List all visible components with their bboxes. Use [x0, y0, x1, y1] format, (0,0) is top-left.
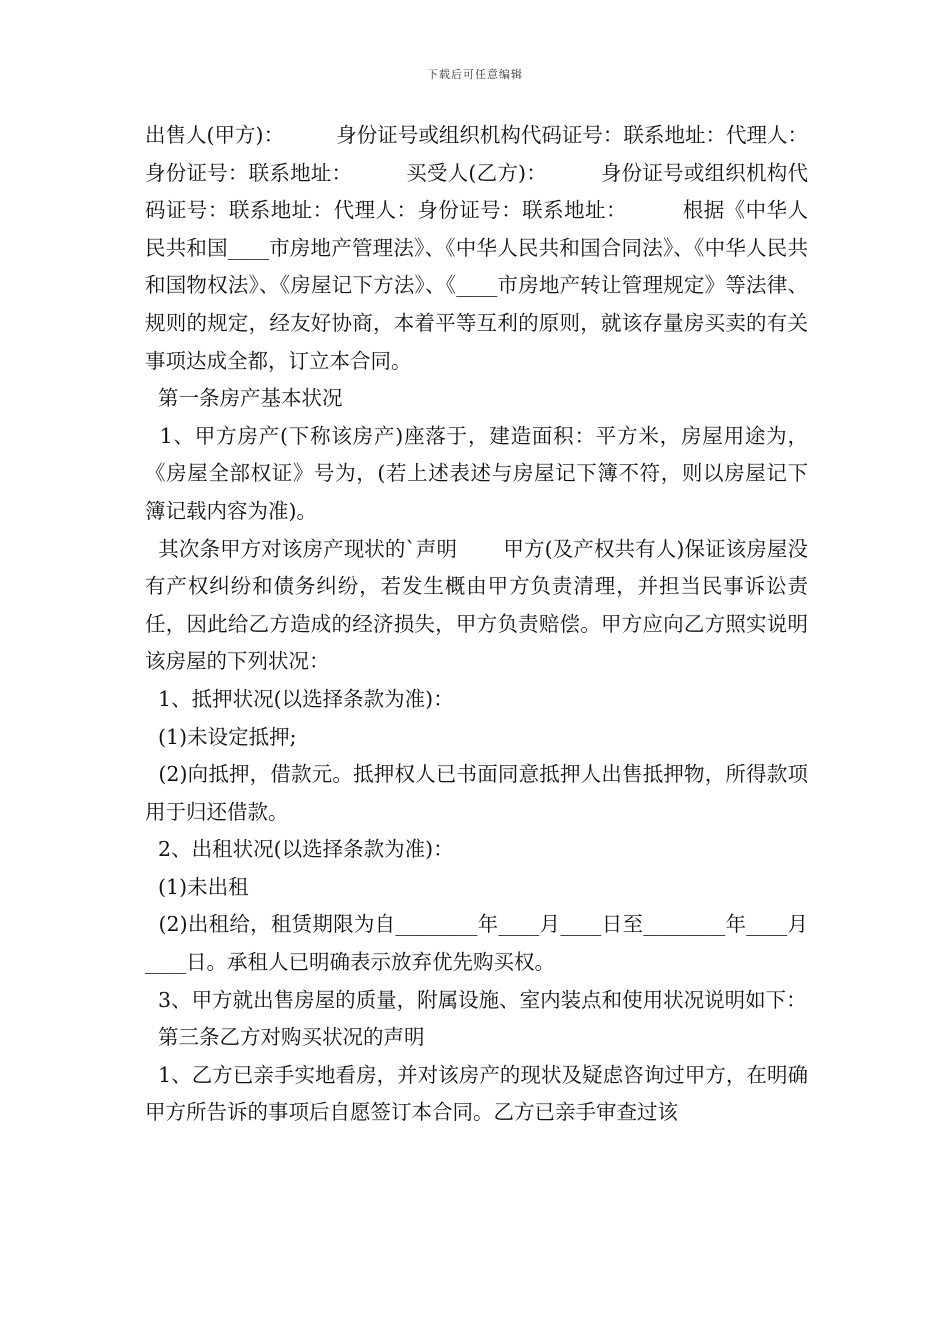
paragraph-lease-option-2: (2)出租给，租赁期限为自________年____月____日至________年____月____日。承租人已明确表示放弃优先购买权。 [145, 912, 808, 975]
paragraph-article-1-title: 第一条房产基本状况 [145, 386, 343, 411]
paragraph-article-2: 其次条甲方对该房产现状的`声明 甲方(及产权共有人)保证该房屋没有产权纠纷和债务纠纷，若发生概由甲方负责清理，并担当民事诉讼责任，因此给乙方造成的经济损失，甲方负责赔偿。甲方应向乙方照实说明该房屋的下列状况： [145, 536, 808, 674]
paragraph-article-1-item-1: 1、甲方房产(下称该房产)座落于，建造面积：平方米，房屋用途为，《房屋全部权证》号为，(若上述表述与房屋记下簿不符，则以房屋记下簿记载内容为准)。 [145, 423, 808, 523]
page-header-note: 下载后可任意编辑 [427, 68, 523, 81]
paragraph-quality-statement: 3、甲方就出售房屋的质量，附属设施、室内装点和使用状况说明如下： [145, 987, 807, 1012]
paragraph-mortgage-status: 1、抵押状况(以选择条款为准)： [145, 686, 454, 711]
paragraph-article-3-item-1: 1、乙方已亲手实地看房，并对该房产的现状及疑虑咨询过甲方，在明确甲方所告诉的事项后自愿签订本合同。乙方已亲手审查过该 [145, 1062, 808, 1125]
paragraph-lease-option-1: (1)未出租 [145, 874, 249, 899]
paragraph-mortgage-option-2: (2)向抵押，借款元。抵押权人已书面同意抵押人出售抵押物，所得款项用于归还借款。 [145, 762, 808, 824]
document-body [145, 117, 808, 1132]
paragraph-article-3-title: 第三条乙方对购买状况的声明 [145, 1025, 425, 1050]
paragraph-lease-status: 2、出租状况(以选择条款为准)： [145, 837, 454, 862]
paragraph-parties-and-preamble: 出售人(甲方)： 身份证号或组织机构代码证号：联系地址：代理人：身份证号：联系地址： 买受人(乙方)： 身份证号或组织机构代码证号：联系地址：代理人：身份证号：联系地址： 根据《中华人民共和国____市房地产管理法》、《中华人民共和国合同法》、《中华人民共和国物权法》、《房屋记下方法》、《____市房地产转让管理规定》等法律、规则的规定，经友好协商，本着平等互利的原则，就该存量房买卖的有关事项达成全都，订立本合同。 [145, 123, 808, 373]
paragraph-mortgage-option-1: (1)未设定抵押; [145, 724, 297, 749]
